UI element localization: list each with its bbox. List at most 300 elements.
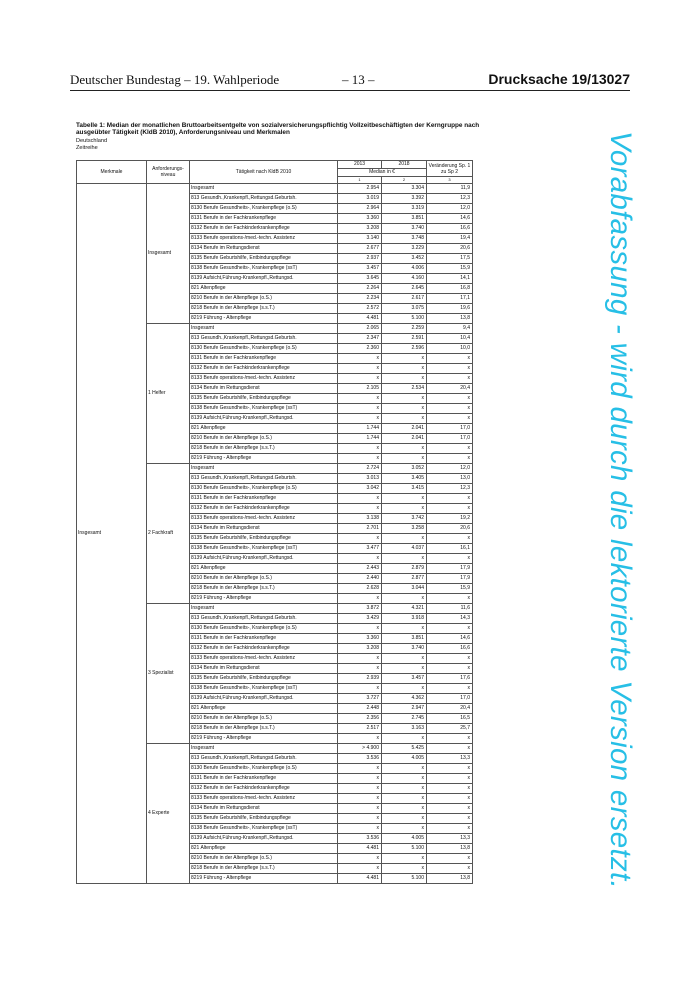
value-2018-cell: 2.645 <box>382 284 427 294</box>
header-page-number: – 13 – <box>342 72 375 87</box>
taetigkeit-cell: 8218 Berufe in der Altenpflege (s.s.T.) <box>190 864 338 874</box>
header-rule <box>70 90 630 91</box>
value-2018-cell: 4.005 <box>382 834 427 844</box>
change-cell: 13,8 <box>427 314 473 324</box>
header-publication: Deutscher Bundestag – 19. Wahlperiode <box>70 72 280 87</box>
value-2018-cell: 4.160 <box>382 274 427 284</box>
value-2018-cell: 5.100 <box>382 874 427 884</box>
value-2013-cell: 2.724 <box>338 464 382 474</box>
value-2018-cell: x <box>382 664 427 674</box>
value-2013-cell: 3.042 <box>338 484 382 494</box>
value-2018-cell: 3.319 <box>382 204 427 214</box>
value-2013-cell: x <box>338 594 382 604</box>
value-2013-cell: 4.481 <box>338 844 382 854</box>
value-2018-cell: 2.877 <box>382 574 427 584</box>
draft-watermark <box>550 115 690 905</box>
change-cell: x <box>427 794 473 804</box>
change-cell: 11,6 <box>427 604 473 614</box>
table-title: Tabelle 1: Median der monatlichen Bruttoarbeitsentgelte von sozialversicherungspflichtig Vollzeitbeschäftigten der Kerngruppe nach ausgeübter Tätigkeit (KldB 2010), Anforderungsniveau und Merkmalen <box>76 122 480 137</box>
taetigkeit-cell: 8135 Berufe Geburtshilfe, Entbindungspflege <box>190 394 338 404</box>
change-cell: 17,9 <box>427 564 473 574</box>
taetigkeit-cell: 8133 Berufe operations-/med.-techn. Assistenz <box>190 374 338 384</box>
value-2018-cell: 2.745 <box>382 714 427 724</box>
change-cell: 17,6 <box>427 674 473 684</box>
header-doc-label: Drucksache 19/ <box>488 71 592 87</box>
taetigkeit-cell: 8139 Aufsicht,Führung-Krankenpfl.,Rettungsd. <box>190 834 338 844</box>
value-2013-cell: 3.536 <box>338 834 382 844</box>
value-2013-cell: 3.208 <box>338 224 382 234</box>
value-2018-cell: x <box>382 374 427 384</box>
change-cell: 20,6 <box>427 524 473 534</box>
col-merkmale: Merkmale <box>77 161 147 184</box>
taetigkeit-cell: 813 Gesundh.,Krankenpfl.,Rettungsd.Geburtsh. <box>190 334 338 344</box>
change-cell: x <box>427 554 473 564</box>
change-cell: 16,8 <box>427 284 473 294</box>
taetigkeit-cell: 8138 Berufe Gesundheits-, Krankenpflege (ssT) <box>190 404 338 414</box>
value-2018-cell: 3.740 <box>382 224 427 234</box>
taetigkeit-cell: 8210 Berufe in der Altenpflege (o.S.) <box>190 714 338 724</box>
value-2013-cell: 3.140 <box>338 234 382 244</box>
taetigkeit-cell: 8133 Berufe operations-/med.-techn. Assistenz <box>190 514 338 524</box>
change-cell: x <box>427 454 473 464</box>
timeseries-label: Zeitreihe <box>76 145 98 151</box>
value-2013-cell: 2.360 <box>338 344 382 354</box>
taetigkeit-cell: Insgesamt <box>190 604 338 614</box>
value-2013-cell: x <box>338 734 382 744</box>
change-cell: 19,6 <box>427 304 473 314</box>
value-2018-cell: x <box>382 794 427 804</box>
value-2018-cell: 3.457 <box>382 674 427 684</box>
col-niveau: Anforderungs-niveau <box>147 161 190 184</box>
taetigkeit-cell: 8135 Berufe Geburtshilfe, Entbindungspflege <box>190 534 338 544</box>
value-2013-cell: x <box>338 354 382 364</box>
taetigkeit-cell: 8210 Berufe in der Altenpflege (o.S.) <box>190 434 338 444</box>
value-2018-cell: x <box>382 824 427 834</box>
change-cell: x <box>427 444 473 454</box>
change-cell: 19,2 <box>427 514 473 524</box>
value-2013-cell: > 4.900 <box>338 744 382 754</box>
change-cell: 14,3 <box>427 614 473 624</box>
value-2018-cell: 4.005 <box>382 754 427 764</box>
taetigkeit-cell: 8134 Berufe im Rettungsdienst <box>190 804 338 814</box>
taetigkeit-cell: 8139 Aufsicht,Führung-Krankenpfl.,Rettungsd. <box>190 274 338 284</box>
value-2018-cell: 5.425 <box>382 744 427 754</box>
taetigkeit-cell: 8132 Berufe in der Fachkinderkrankenpflege <box>190 224 338 234</box>
change-cell: x <box>427 414 473 424</box>
change-cell: x <box>427 374 473 384</box>
value-2018-cell: 2.596 <box>382 344 427 354</box>
taetigkeit-cell: 8210 Berufe in der Altenpflege (o.S.) <box>190 854 338 864</box>
value-2018-cell: 3.851 <box>382 214 427 224</box>
taetigkeit-cell: 8135 Berufe Geburtshilfe, Entbindungspflege <box>190 254 338 264</box>
value-2018-cell: 2.259 <box>382 324 427 334</box>
change-cell: x <box>427 684 473 694</box>
taetigkeit-cell: 8219 Führung - Altenpflege <box>190 734 338 744</box>
value-2018-cell: x <box>382 854 427 864</box>
taetigkeit-cell: 8131 Berufe in der Fachkrankenpflege <box>190 214 338 224</box>
change-cell: 20,6 <box>427 244 473 254</box>
taetigkeit-cell: 813 Gesundh.,Krankenpfl.,Rettungsd.Geburtsh. <box>190 754 338 764</box>
change-cell: 12,0 <box>427 464 473 474</box>
value-2018-cell: x <box>382 594 427 604</box>
header-doc-id: 13027 <box>591 71 630 87</box>
taetigkeit-cell: 813 Gesundh.,Krankenpfl.,Rettungsd.Geburtsh. <box>190 474 338 484</box>
niveau-cell: 1 Helfer <box>147 324 190 464</box>
taetigkeit-cell: 8134 Berufe im Rettungsdienst <box>190 384 338 394</box>
value-2013-cell: 4.481 <box>338 314 382 324</box>
change-cell: 19,4 <box>427 234 473 244</box>
value-2013-cell: x <box>338 764 382 774</box>
value-2018-cell: x <box>382 554 427 564</box>
value-2018-cell: 3.075 <box>382 304 427 314</box>
value-2013-cell: 2.572 <box>338 304 382 314</box>
taetigkeit-cell: 8218 Berufe in der Altenpflege (s.s.T.) <box>190 724 338 734</box>
table-row <box>77 184 473 194</box>
taetigkeit-cell: 8138 Berufe Gesundheits-, Krankenpflege (ssT) <box>190 824 338 834</box>
value-2018-cell: 2.591 <box>382 334 427 344</box>
niveau-cell: 2 Fachkraft <box>147 464 190 604</box>
value-2018-cell: 3.851 <box>382 634 427 644</box>
taetigkeit-cell: 8219 Führung - Altenpflege <box>190 594 338 604</box>
taetigkeit-cell: 8133 Berufe operations-/med.-techn. Assistenz <box>190 654 338 664</box>
change-cell: 12,3 <box>427 484 473 494</box>
change-cell: x <box>427 864 473 874</box>
taetigkeit-cell: 8138 Berufe Gesundheits-, Krankenpflege (ssT) <box>190 264 338 274</box>
value-2013-cell: 3.477 <box>338 544 382 554</box>
value-2018-cell: 4.321 <box>382 604 427 614</box>
taetigkeit-cell: 8219 Führung - Altenpflege <box>190 314 338 324</box>
value-2018-cell: x <box>382 814 427 824</box>
value-2018-cell: x <box>382 774 427 784</box>
change-cell: x <box>427 824 473 834</box>
value-2013-cell: x <box>338 624 382 634</box>
value-2018-cell: 2.879 <box>382 564 427 574</box>
taetigkeit-cell: 8131 Berufe in der Fachkrankenpflege <box>190 634 338 644</box>
value-2013-cell: 2.234 <box>338 294 382 304</box>
taetigkeit-cell: 8132 Berufe in der Fachkinderkrankenpflege <box>190 504 338 514</box>
value-2013-cell: x <box>338 404 382 414</box>
taetigkeit-cell: 8130 Berufe Gesundheits-, Krankenpflege (o.S) <box>190 344 338 354</box>
value-2013-cell: x <box>338 444 382 454</box>
taetigkeit-cell: 8130 Berufe Gesundheits-, Krankenpflege (o.S) <box>190 204 338 214</box>
change-cell: x <box>427 594 473 604</box>
niveau-cell: 4 Experte <box>147 744 190 884</box>
taetigkeit-cell: 821 Altenpflege <box>190 564 338 574</box>
value-2018-cell: x <box>382 734 427 744</box>
value-2018-cell: 3.044 <box>382 584 427 594</box>
watermark-text: Vorabfassung - wird durch die lektorierte Version ersetzt. <box>604 131 637 889</box>
taetigkeit-cell: 8138 Berufe Gesundheits-, Krankenpflege (ssT) <box>190 684 338 694</box>
change-cell: 17,0 <box>427 694 473 704</box>
page-header <box>70 72 630 88</box>
change-cell: 13,3 <box>427 834 473 844</box>
taetigkeit-cell: 821 Altenpflege <box>190 704 338 714</box>
region-label: Deutschland <box>76 138 108 144</box>
value-2013-cell: 2.443 <box>338 564 382 574</box>
value-2018-cell: x <box>382 684 427 694</box>
change-cell: 17,0 <box>427 434 473 444</box>
taetigkeit-cell: 8133 Berufe operations-/med.-techn. Assistenz <box>190 234 338 244</box>
change-cell: 13,3 <box>427 754 473 764</box>
taetigkeit-cell: 8218 Berufe in der Altenpflege (s.s.T.) <box>190 304 338 314</box>
value-2013-cell: 3.536 <box>338 754 382 764</box>
value-2018-cell: 2.534 <box>382 384 427 394</box>
value-2018-cell: 3.163 <box>382 724 427 734</box>
taetigkeit-cell: 8132 Berufe in der Fachkinderkrankenpflege <box>190 364 338 374</box>
taetigkeit-cell: 8130 Berufe Gesundheits-, Krankenpflege (o.S) <box>190 624 338 634</box>
change-cell: x <box>427 744 473 754</box>
change-cell: 10,0 <box>427 344 473 354</box>
value-2013-cell: x <box>338 534 382 544</box>
taetigkeit-cell: 813 Gesundh.,Krankenpfl.,Rettungsd.Geburtsh. <box>190 614 338 624</box>
value-2013-cell: x <box>338 804 382 814</box>
value-2013-cell: 3.457 <box>338 264 382 274</box>
col-taetigkeit: Tätigkeit nach KldB 2010 <box>190 161 338 184</box>
value-2013-cell: 2.264 <box>338 284 382 294</box>
change-cell: 16,5 <box>427 714 473 724</box>
value-2013-cell: x <box>338 364 382 374</box>
change-cell: 17,5 <box>427 254 473 264</box>
value-2018-cell: 3.748 <box>382 234 427 244</box>
change-cell: 13,8 <box>427 874 473 884</box>
change-cell: 12,0 <box>427 204 473 214</box>
value-2018-cell: x <box>382 454 427 464</box>
change-cell: x <box>427 504 473 514</box>
value-2013-cell: 3.208 <box>338 644 382 654</box>
taetigkeit-cell: 8210 Berufe in der Altenpflege (o.S.) <box>190 574 338 584</box>
col-num-3: 3 <box>427 177 473 184</box>
value-2013-cell: 2.105 <box>338 384 382 394</box>
taetigkeit-cell: Insgesamt <box>190 324 338 334</box>
value-2013-cell: 3.429 <box>338 614 382 624</box>
value-2013-cell: 3.872 <box>338 604 382 614</box>
change-cell: 20,4 <box>427 704 473 714</box>
taetigkeit-cell: 821 Altenpflege <box>190 424 338 434</box>
value-2013-cell: 3.013 <box>338 474 382 484</box>
change-cell: x <box>427 354 473 364</box>
taetigkeit-cell: 8139 Aufsicht,Führung-Krankenpfl.,Rettungsd. <box>190 694 338 704</box>
taetigkeit-cell: 8133 Berufe operations-/med.-techn. Assistenz <box>190 794 338 804</box>
change-cell: 13,8 <box>427 844 473 854</box>
value-2013-cell: x <box>338 394 382 404</box>
value-2018-cell: x <box>382 654 427 664</box>
value-2013-cell: 3.360 <box>338 214 382 224</box>
value-2018-cell: x <box>382 624 427 634</box>
change-cell: x <box>427 814 473 824</box>
taetigkeit-cell: 8139 Aufsicht,Führung-Krankenpfl.,Rettungsd. <box>190 554 338 564</box>
value-2018-cell: x <box>382 444 427 454</box>
value-2013-cell: 2.954 <box>338 184 382 194</box>
value-2013-cell: x <box>338 654 382 664</box>
change-cell: 13,0 <box>427 474 473 484</box>
value-2018-cell: x <box>382 804 427 814</box>
change-cell: x <box>427 364 473 374</box>
value-2018-cell: x <box>382 784 427 794</box>
value-2018-cell: x <box>382 404 427 414</box>
taetigkeit-cell: Insgesamt <box>190 744 338 754</box>
header-row-1 <box>77 161 473 169</box>
value-2013-cell: 2.065 <box>338 324 382 334</box>
value-2013-cell: 3.138 <box>338 514 382 524</box>
value-2013-cell: 2.937 <box>338 254 382 264</box>
change-cell: 9,4 <box>427 324 473 334</box>
value-2013-cell: 2.628 <box>338 584 382 594</box>
change-cell: x <box>427 624 473 634</box>
change-cell: 20,4 <box>427 384 473 394</box>
value-2013-cell: x <box>338 864 382 874</box>
value-2018-cell: 2.041 <box>382 434 427 444</box>
taetigkeit-cell: 8139 Aufsicht,Führung-Krankenpfl.,Rettungsd. <box>190 414 338 424</box>
change-cell: 17,1 <box>427 294 473 304</box>
taetigkeit-cell: 8218 Berufe in der Altenpflege (s.s.T.) <box>190 584 338 594</box>
value-2013-cell: x <box>338 794 382 804</box>
change-cell: x <box>427 394 473 404</box>
value-2013-cell: x <box>338 774 382 784</box>
value-2013-cell: 4.481 <box>338 874 382 884</box>
value-2013-cell: x <box>338 504 382 514</box>
wage-table <box>76 160 473 884</box>
change-cell: x <box>427 774 473 784</box>
value-2018-cell: 3.742 <box>382 514 427 524</box>
change-cell: 16,6 <box>427 224 473 234</box>
value-2018-cell: 2.947 <box>382 704 427 714</box>
value-2013-cell: x <box>338 854 382 864</box>
value-2018-cell: 3.452 <box>382 254 427 264</box>
change-cell: x <box>427 784 473 794</box>
change-cell: 14,6 <box>427 214 473 224</box>
value-2013-cell: 2.964 <box>338 204 382 214</box>
taetigkeit-cell: 8134 Berufe im Rettungsdienst <box>190 524 338 534</box>
col-change: Veränderung Sp. 1 zu Sp 2 <box>427 161 473 177</box>
value-2018-cell: 3.415 <box>382 484 427 494</box>
value-2018-cell: x <box>382 354 427 364</box>
header-doc-number <box>488 71 630 87</box>
value-2013-cell: 2.677 <box>338 244 382 254</box>
change-cell: x <box>427 534 473 544</box>
taetigkeit-cell: 821 Altenpflege <box>190 284 338 294</box>
merkmal-cell: Insgesamt <box>77 184 147 884</box>
value-2013-cell: x <box>338 814 382 824</box>
value-2018-cell: x <box>382 414 427 424</box>
change-cell: x <box>427 804 473 814</box>
change-cell: 16,6 <box>427 644 473 654</box>
value-2013-cell: 2.448 <box>338 704 382 714</box>
value-2018-cell: 4.037 <box>382 544 427 554</box>
value-2013-cell: 3.360 <box>338 634 382 644</box>
value-2013-cell: 1.744 <box>338 434 382 444</box>
change-cell: 14,1 <box>427 274 473 284</box>
taetigkeit-cell: 8218 Berufe in der Altenpflege (s.s.T.) <box>190 444 338 454</box>
change-cell: 15,9 <box>427 584 473 594</box>
col-2018: 2018 <box>382 161 427 169</box>
value-2018-cell: x <box>382 394 427 404</box>
value-2018-cell: 4.362 <box>382 694 427 704</box>
value-2018-cell: 3.918 <box>382 614 427 624</box>
change-cell: 14,6 <box>427 634 473 644</box>
value-2018-cell: 5.100 <box>382 844 427 854</box>
value-2013-cell: 3.645 <box>338 274 382 284</box>
change-cell: x <box>427 494 473 504</box>
change-cell: 12,3 <box>427 194 473 204</box>
taetigkeit-cell: 8219 Führung - Altenpflege <box>190 874 338 884</box>
change-cell: x <box>427 854 473 864</box>
value-2018-cell: x <box>382 864 427 874</box>
taetigkeit-cell: 8134 Berufe im Rettungsdienst <box>190 664 338 674</box>
taetigkeit-cell: 821 Altenpflege <box>190 844 338 854</box>
change-cell: x <box>427 404 473 414</box>
change-cell: 17,0 <box>427 424 473 434</box>
value-2018-cell: 3.258 <box>382 524 427 534</box>
change-cell: x <box>427 654 473 664</box>
taetigkeit-cell: 8131 Berufe in der Fachkrankenpflege <box>190 774 338 784</box>
change-cell: x <box>427 664 473 674</box>
change-cell: x <box>427 734 473 744</box>
value-2018-cell: 3.229 <box>382 244 427 254</box>
taetigkeit-cell: 8131 Berufe in der Fachkrankenpflege <box>190 354 338 364</box>
value-2013-cell: x <box>338 414 382 424</box>
taetigkeit-cell: 8138 Berufe Gesundheits-, Krankenpflege (ssT) <box>190 544 338 554</box>
taetigkeit-cell: 8132 Berufe in der Fachkinderkrankenpflege <box>190 644 338 654</box>
value-2018-cell: 3.304 <box>382 184 427 194</box>
value-2013-cell: x <box>338 454 382 464</box>
value-2018-cell: 4.006 <box>382 264 427 274</box>
col-num-1: 1 <box>338 177 382 184</box>
change-cell: 10,4 <box>427 334 473 344</box>
taetigkeit-cell: 8130 Berufe Gesundheits-, Krankenpflege (o.S) <box>190 764 338 774</box>
value-2013-cell: x <box>338 664 382 674</box>
value-2013-cell: 3.727 <box>338 694 382 704</box>
value-2018-cell: x <box>382 504 427 514</box>
taetigkeit-cell: 8132 Berufe in der Fachkinderkrankenpflege <box>190 784 338 794</box>
niveau-cell: 3 Spezialist <box>147 604 190 744</box>
value-2013-cell: x <box>338 824 382 834</box>
change-cell: 15,9 <box>427 264 473 274</box>
value-2018-cell: 3.740 <box>382 644 427 654</box>
taetigkeit-cell: 8210 Berufe in der Altenpflege (o.S.) <box>190 294 338 304</box>
value-2018-cell: 3.392 <box>382 194 427 204</box>
change-cell: 25,7 <box>427 724 473 734</box>
taetigkeit-cell: 8219 Führung - Altenpflege <box>190 454 338 464</box>
col-num-2: 2 <box>382 177 427 184</box>
value-2013-cell: 1.744 <box>338 424 382 434</box>
change-cell: 17,9 <box>427 574 473 584</box>
col-2013: 2013 <box>338 161 382 169</box>
value-2018-cell: x <box>382 764 427 774</box>
col-median: Median in € <box>338 169 427 177</box>
taetigkeit-cell: 8130 Berufe Gesundheits-, Krankenpflege (o.S) <box>190 484 338 494</box>
change-cell: 11,9 <box>427 184 473 194</box>
taetigkeit-cell: 8131 Berufe in der Fachkrankenpflege <box>190 494 338 504</box>
value-2013-cell: 2.356 <box>338 714 382 724</box>
taetigkeit-cell: 813 Gesundh.,Krankenpfl.,Rettungsd.Geburtsh. <box>190 194 338 204</box>
value-2013-cell: x <box>338 554 382 564</box>
taetigkeit-cell: 8134 Berufe im Rettungsdienst <box>190 244 338 254</box>
change-cell: x <box>427 764 473 774</box>
value-2013-cell: 2.939 <box>338 674 382 684</box>
value-2013-cell: 2.440 <box>338 574 382 584</box>
value-2018-cell: 3.405 <box>382 474 427 484</box>
value-2018-cell: 2.041 <box>382 424 427 434</box>
value-2013-cell: 3.019 <box>338 194 382 204</box>
value-2013-cell: x <box>338 494 382 504</box>
value-2013-cell: 2.701 <box>338 524 382 534</box>
value-2013-cell: 2.347 <box>338 334 382 344</box>
change-cell: 16,1 <box>427 544 473 554</box>
value-2018-cell: 3.052 <box>382 464 427 474</box>
value-2013-cell: x <box>338 684 382 694</box>
value-2018-cell: x <box>382 534 427 544</box>
value-2018-cell: 2.617 <box>382 294 427 304</box>
